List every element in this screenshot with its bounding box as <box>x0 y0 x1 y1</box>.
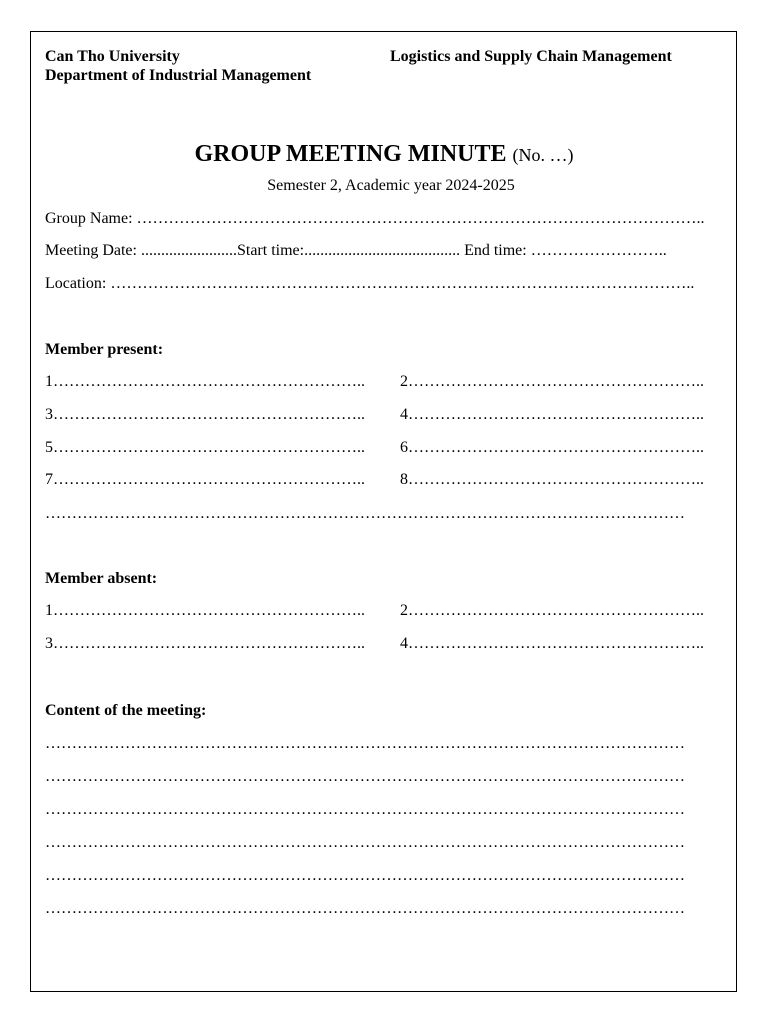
content-line[interactable]: ………………………………………………………………………………………………………… <box>45 768 685 785</box>
present-member-7[interactable]: 7………………………………………………….. <box>45 471 365 488</box>
absent-member-3[interactable]: 3………………………………………………….. <box>45 635 365 652</box>
absent-member-2[interactable]: 2……………………………………………….. <box>400 602 704 619</box>
content-line[interactable]: ………………………………………………………………………………………………………… <box>45 834 685 851</box>
present-member-6[interactable]: 6……………………………………………….. <box>400 439 704 456</box>
title-main: GROUP MEETING MINUTE <box>194 141 507 167</box>
content-line[interactable]: ………………………………………………………………………………………………………… <box>45 867 685 884</box>
program-name: Logistics and Supply Chain Management <box>390 48 672 65</box>
present-member-2[interactable]: 2……………………………………………….. <box>400 373 704 390</box>
content-line[interactable]: ………………………………………………………………………………………………………… <box>45 801 685 818</box>
group-name-field[interactable]: Group Name: …………………………………………………………………………………………….. <box>45 210 705 227</box>
content-line[interactable]: ………………………………………………………………………………………………………… <box>45 900 685 917</box>
meeting-date-field[interactable]: Meeting Date: ........................Start time:....................................... End time: …………………….. <box>45 242 667 259</box>
present-member-8[interactable]: 8……………………………………………….. <box>400 471 704 488</box>
absent-member-4[interactable]: 4……………………………………………….. <box>400 635 704 652</box>
content-line[interactable]: ………………………………………………………………………………………………………… <box>45 735 685 752</box>
present-member-5[interactable]: 5………………………………………………….. <box>45 439 365 456</box>
present-member-1[interactable]: 1………………………………………………….. <box>45 373 365 390</box>
semester-line: Semester 2, Academic year 2024-2025 <box>267 177 515 194</box>
location-field[interactable]: Location: ……………………………………………………………………………………………….. <box>45 275 695 292</box>
content-heading: Content of the meeting: <box>45 702 207 719</box>
title-number: (No. …) <box>512 145 574 165</box>
present-extra-line[interactable]: ………………………………………………………………………………………………………… <box>45 505 685 522</box>
absent-heading: Member absent: <box>45 570 158 587</box>
present-member-3[interactable]: 3………………………………………………….. <box>45 406 365 423</box>
university-name: Can Tho University <box>45 48 180 65</box>
document-title <box>0 140 768 169</box>
present-heading: Member present: <box>45 341 164 358</box>
present-member-4[interactable]: 4……………………………………………….. <box>400 406 704 423</box>
department-name: Department of Industrial Management <box>45 67 312 84</box>
absent-member-1[interactable]: 1………………………………………………….. <box>45 602 365 619</box>
